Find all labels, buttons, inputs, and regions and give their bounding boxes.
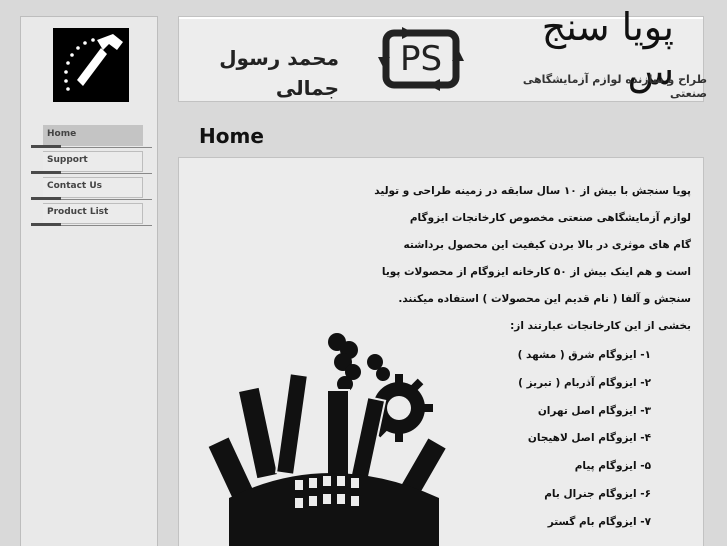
- nav-divider: [31, 223, 61, 226]
- nav-divider: [31, 197, 61, 200]
- paragraph: لوازم آزمایشگاهی صنعتی مخصوص کارخانجات ایزوگام: [409, 212, 691, 224]
- nav-divider: [31, 171, 61, 174]
- list-item: ۶- ایزوگام جنرال بام: [544, 487, 651, 500]
- nav-underline: [61, 199, 152, 200]
- intro-text: [361, 178, 691, 340]
- factory-illustration: [199, 328, 459, 546]
- site-header: [178, 5, 707, 102]
- hammer-logo: [53, 28, 129, 102]
- recycle-ps-icon: [376, 23, 468, 95]
- list-item: ۲- ایزوگام آذربام ( تبریز ): [518, 376, 651, 389]
- paragraph: پویا سنجش با بیش از ۱۰ سال سابقه در زمینه طراحی و تولید: [374, 185, 691, 197]
- nav-underline: [61, 147, 152, 148]
- factory-list: [518, 342, 651, 537]
- sidebar-nav: [43, 125, 143, 229]
- list-item: ۵- ایزوگام پیام: [574, 460, 651, 473]
- list-item: ۱- ایزوگام شرق ( مشهد ): [517, 349, 651, 361]
- tagline: طراح و سازنده لوازم آزمایشگاهی صنعتی: [522, 73, 707, 100]
- paragraph: بخشی از این کارخانجات عبارتند از:: [510, 320, 691, 332]
- sidebar-item-label: Product List: [47, 207, 109, 217]
- nav-underline: [61, 225, 152, 226]
- sidebar-item-contact-us[interactable]: [43, 177, 143, 198]
- sidebar-item-label: Home: [47, 129, 77, 139]
- logo-text: PS: [399, 39, 443, 79]
- sidebar-item-support[interactable]: [43, 151, 143, 172]
- nav-divider: [31, 145, 61, 148]
- sidebar: [20, 16, 158, 546]
- nav-underline: [61, 173, 152, 174]
- page-title: Home: [199, 124, 264, 148]
- list-item: ۳- ایزوگام اصل تهران: [537, 404, 651, 417]
- list-item: ۷- ایزوگام بام گستر: [547, 515, 651, 528]
- list-item: ۴- ایزوگام اصل لاهیجان: [527, 432, 651, 445]
- owner-name: محمد رسول جمالی: [219, 46, 339, 100]
- brand-name: پویا سنج س: [541, 5, 674, 93]
- sidebar-item-label: Support: [47, 155, 88, 165]
- hammer-icon: [53, 28, 129, 102]
- paragraph: است و هم اینک بیش از ۵۰ کارخانه ایزوگام از محصولات پویا: [381, 266, 691, 278]
- main-content: [178, 157, 704, 546]
- sidebar-item-product-list[interactable]: [43, 203, 143, 224]
- paragraph: سنجش و آلفا ( نام قدیم این محصولات ) استفاده میکنند.: [398, 293, 691, 305]
- paragraph: گام های موثری در بالا بردن کیفیت این محصول برداشته: [403, 239, 691, 251]
- sidebar-item-home[interactable]: [43, 125, 143, 146]
- sidebar-item-label: Contact Us: [47, 181, 103, 191]
